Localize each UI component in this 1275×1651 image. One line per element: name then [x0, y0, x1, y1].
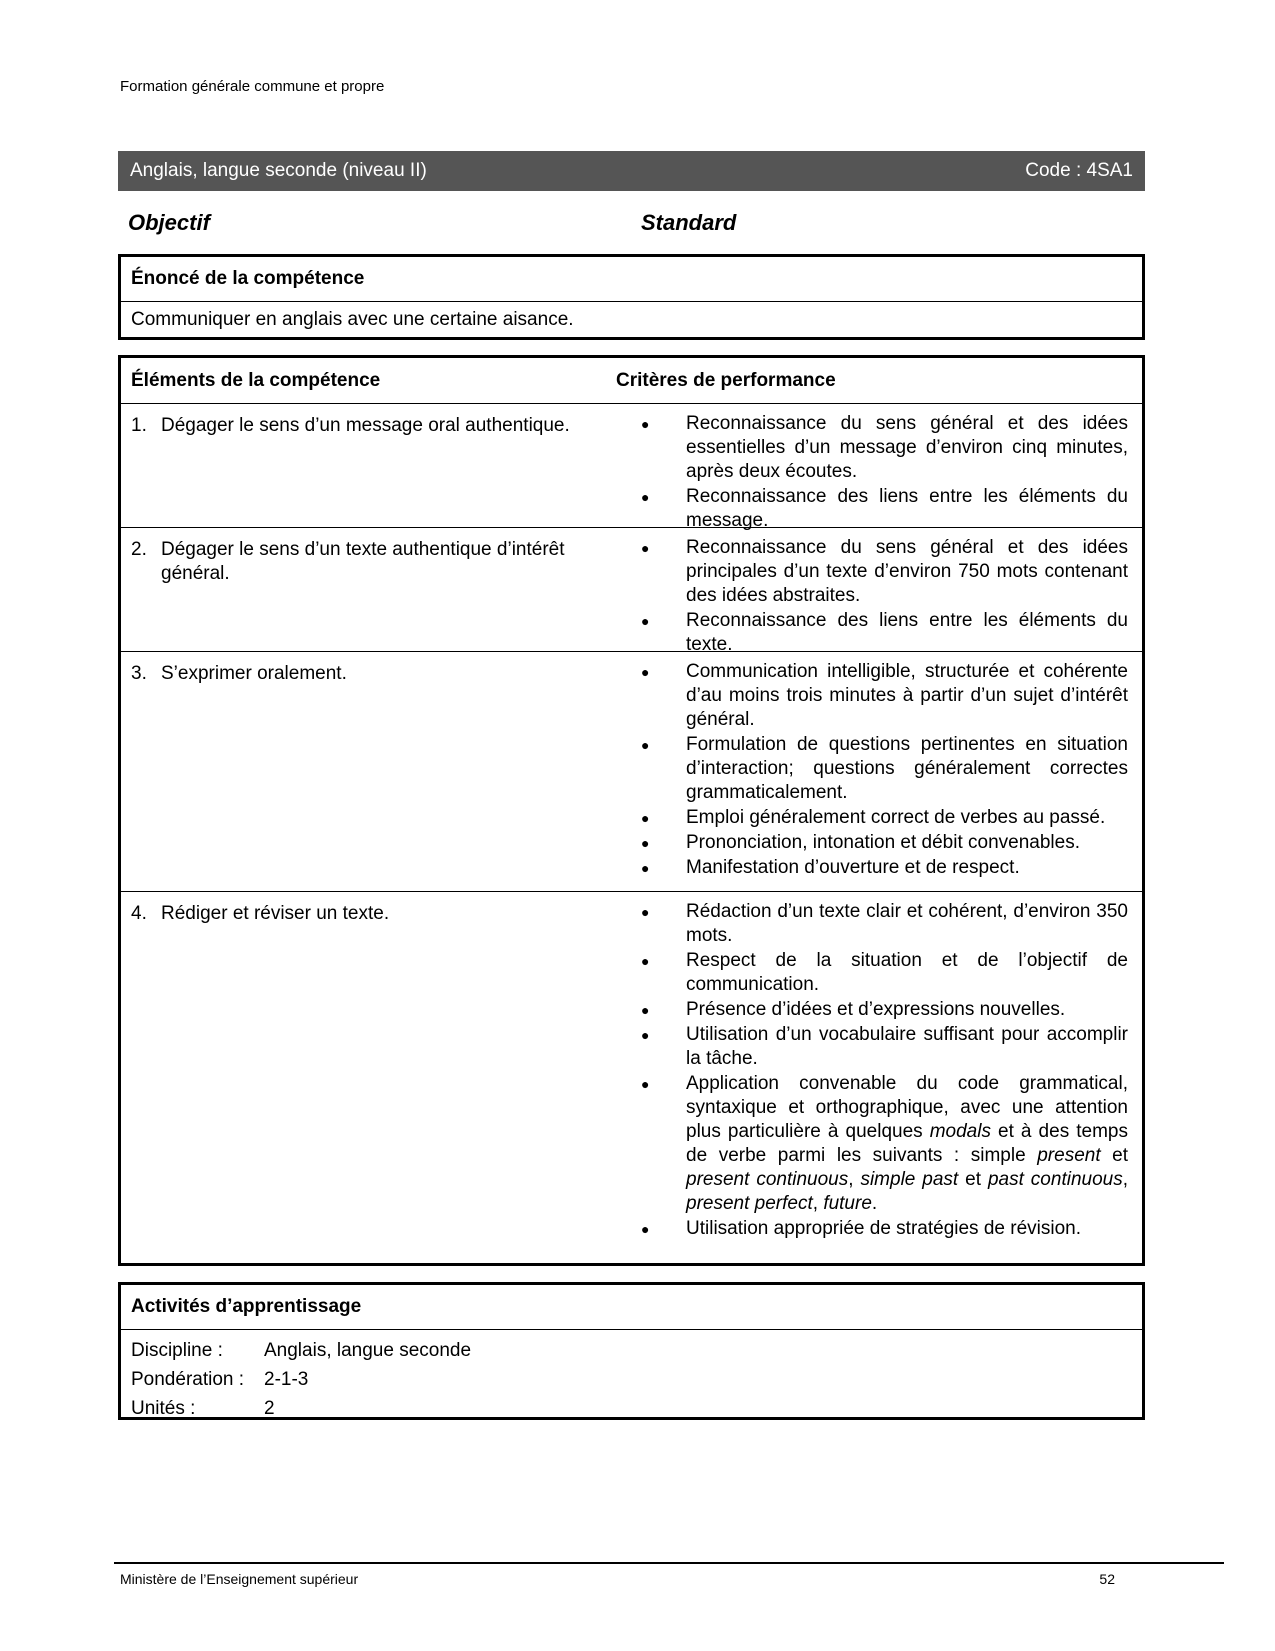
bullet-icon: ● [641, 416, 650, 432]
criterion-text: Prononciation, intonation et débit convenables. [686, 832, 1080, 853]
bullet-icon: ● [641, 904, 650, 920]
criterion-text: Rédaction d’un texte clair et cohérent, d’environ 350 mots. [686, 901, 1128, 946]
course-code: Code : 4SA1 [1025, 160, 1133, 181]
criteria-cell [638, 536, 1128, 658]
list-item [638, 1217, 1128, 1241]
activites-value: Anglais, langue seconde [264, 1340, 472, 1361]
footer-ministry: Ministère de l’Enseignement supérieur [120, 1571, 359, 1587]
elements-column-header: Éléments de la compétence [131, 370, 381, 391]
bullet-icon: ● [641, 810, 650, 826]
criterion-text: Respect de la situation et de l’objectif de communication. [686, 950, 1128, 995]
criterion-text: Utilisation d’un vocabulaire suffisant pour accomplir la tâche. [686, 1024, 1128, 1069]
activites-label: Unités : [131, 1398, 196, 1419]
list-item [638, 998, 1128, 1022]
elements-table-header [121, 358, 1142, 404]
bullet-icon: ● [641, 860, 650, 876]
element-text: Dégager le sens d’un texte authentique d’intérêt général. [161, 539, 565, 584]
activites-value: 2-1-3 [264, 1369, 309, 1390]
page-number: 52 [1099, 1571, 1115, 1587]
bullet-icon: ● [641, 664, 650, 680]
competence-text: Communiquer en anglais avec une certaine aisance. [131, 308, 574, 330]
criterion-text: Reconnaissance des liens entre les éléments du texte. [686, 610, 1128, 655]
list-item [638, 536, 1128, 608]
element-cell [131, 662, 611, 686]
criterion-text: Manifestation d’ouverture et de respect. [686, 857, 1020, 878]
activites-value: 2 [264, 1398, 275, 1419]
competence-box [118, 254, 1145, 340]
list-item [638, 1072, 1128, 1216]
criterion-text: Reconnaissance des liens entre les éléments du message. [686, 486, 1128, 531]
bullet-icon: ● [641, 489, 650, 505]
criteria-cell [638, 900, 1128, 1242]
bullet-icon: ● [641, 1027, 650, 1043]
list-item [638, 949, 1128, 997]
list-item [638, 856, 1128, 880]
activites-lines [121, 1330, 1142, 1429]
activites-title: Activités d’apprentissage [121, 1285, 1142, 1330]
running-header: Formation générale commune et propre [120, 78, 385, 95]
elements-rows [121, 404, 1142, 1239]
list-item [638, 660, 1128, 732]
criterion-text: Application convenable du code grammatical, syntaxique et orthographique, avec une attention plus particulière à quelques modals et à des temps de verbe parmi les suivants : simple present et present continuous, simple past et past continuous, present perfect, future. [686, 1073, 1129, 1214]
element-number: 3. [131, 663, 147, 684]
activites-label: Pondération : [131, 1369, 245, 1390]
activites-label: Discipline : [131, 1340, 223, 1361]
bullet-icon: ● [641, 1002, 650, 1018]
objectif-standard-headings [128, 210, 1128, 236]
activites-box [118, 1282, 1145, 1420]
table-row [121, 892, 1142, 1239]
activites-line [131, 1336, 1132, 1365]
activites-line [131, 1365, 1132, 1394]
list-item [638, 609, 1128, 657]
bullet-icon: ● [641, 540, 650, 556]
course-title-bar [118, 151, 1145, 191]
element-number: 4. [131, 903, 147, 924]
page-footer [120, 1571, 1115, 1587]
criteria-cell [638, 660, 1128, 881]
list-item [638, 1023, 1128, 1071]
competence-title: Énoncé de la compétence [121, 257, 1142, 302]
element-cell [131, 902, 611, 926]
table-row [121, 404, 1142, 531]
criterion-text: Communication intelligible, structurée et cohérente d’au moins trois minutes à partir d’un sujet d’intérêt général. [686, 661, 1128, 730]
bullet-icon: ● [641, 1076, 650, 1092]
criteria-cell [638, 412, 1128, 534]
criterion-text: Utilisation appropriée de stratégies de révision. [686, 1218, 1081, 1239]
element-text: S’exprimer oralement. [161, 663, 347, 684]
criterion-text: Présence d’idées et d’expressions nouvelles. [686, 999, 1066, 1020]
elements-table [118, 355, 1145, 1266]
bullet-icon: ● [641, 835, 650, 851]
bullet-icon: ● [641, 613, 650, 629]
list-item [638, 806, 1128, 830]
criteria-column-header: Critères de performance [616, 370, 836, 391]
table-row [121, 652, 1142, 892]
table-row [121, 528, 1142, 655]
bullet-icon: ● [641, 737, 650, 753]
list-item [638, 733, 1128, 805]
element-text: Rédiger et réviser un texte. [161, 903, 390, 924]
criterion-text: Reconnaissance du sens général et des idées principales d’un texte d’environ 750 mots contenant des idées abstraites. [686, 537, 1128, 606]
criterion-text: Reconnaissance du sens général et des idées essentielles d’un message d’environ cinq minutes, après deux écoutes. [686, 413, 1128, 482]
standard-heading: Standard [641, 210, 737, 235]
objectif-heading: Objectif [128, 210, 210, 235]
element-cell [131, 414, 611, 438]
list-item [638, 831, 1128, 855]
element-text: Dégager le sens d’un message oral authentique. [161, 415, 570, 436]
list-item [638, 900, 1128, 948]
bullet-icon: ● [641, 1221, 650, 1237]
element-cell [131, 538, 611, 586]
criterion-text: Formulation de questions pertinentes en situation d’interaction; questions généralement correctes grammaticalement. [686, 734, 1128, 803]
element-number: 2. [131, 539, 147, 560]
activites-line [131, 1394, 1132, 1423]
footer-rule [114, 1562, 1224, 1564]
bullet-icon: ● [641, 953, 650, 969]
criterion-text: Emploi généralement correct de verbes au passé. [686, 807, 1106, 828]
list-item [638, 485, 1128, 533]
list-item [638, 412, 1128, 484]
course-name: Anglais, langue seconde (niveau II) [130, 160, 427, 181]
element-number: 1. [131, 415, 147, 436]
